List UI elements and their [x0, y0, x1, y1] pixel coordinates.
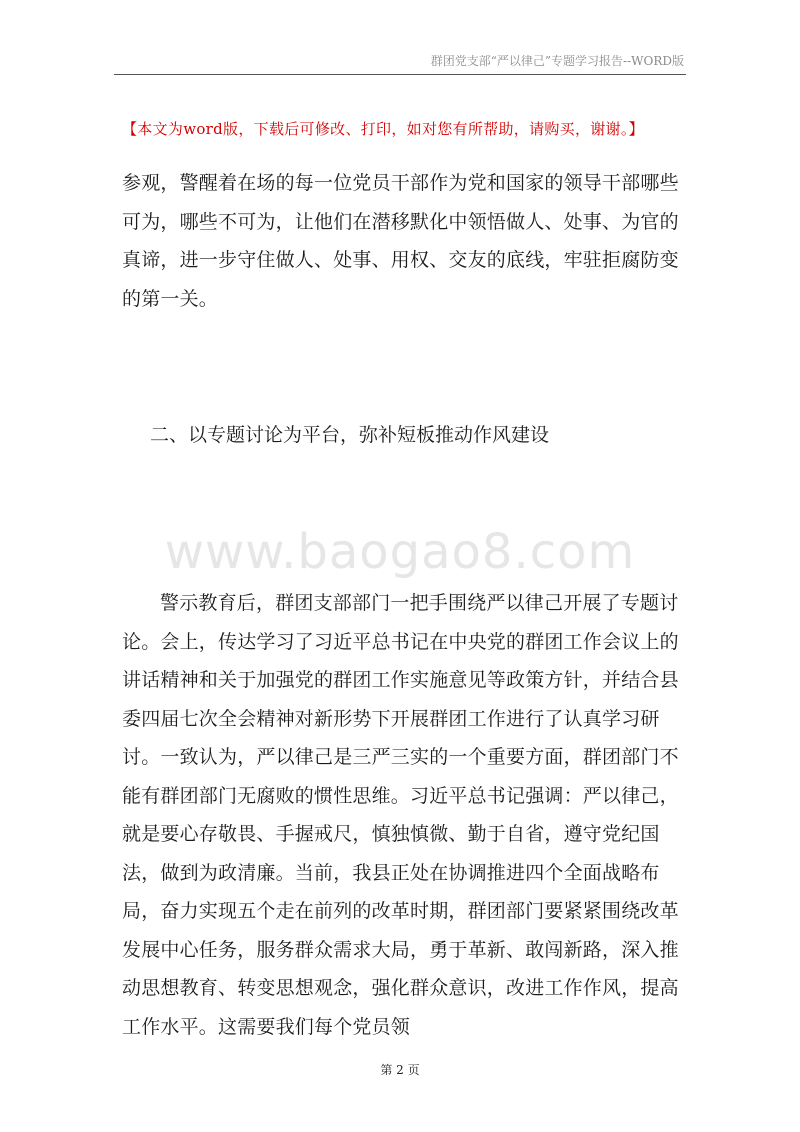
download-notice: 【本文为word版，下载后可修改、打印，如对您有所帮助，请购买，谢谢。】: [122, 120, 644, 138]
watermark-text: www.baogao8.com: [164, 524, 636, 580]
document-header-title: 群团党支部“严以律己”专题学习报告--WORD版: [430, 54, 684, 68]
body-paragraph-2: 警示教育后，群团支部部门一把手围绕严以律己开展了专题讨论。会上，传达学习了习近平总书记在中央党的群团工作会议上的讲话精神和关于加强党的群团工作实施意见等政策方针，并结合县委四届七次全会精神对新形势下开展群团工作进行了认真学习研讨。一致认为，严以律己是三严三实的一个重要方面，群团部门不能有群团部门无腐败的惯性思维。习近平总书记强调：严以律己，就是要心存敬畏、手握戒尺，慎独慎微、勤于自省，遵守党纪国法，做到为政清廉。当前，我县正处在协调推进四个全面战略布局，奋力实现五个走在前列的改革时期，群团部门要紧紧围绕改革发展中心任务，服务群众需求大局，勇于革新、敢闯新路，深入推动思想教育、转变思想观念，强化群众意识，改进工作作风，提高工作水平。这需要我们每个党员领: [122, 592, 679, 1038]
page-number: 第 2 页: [380, 1063, 420, 1077]
section-heading: 二、以专题讨论为平台，弥补短板推动作风建设: [150, 424, 550, 446]
body-paragraph-1: 参观，警醒着在场的每一位党员干部作为党和国家的领导干部哪些可为，哪些不可为，让他们在潜移默化中领悟做人、处事、为官的真谛，进一步守住做人、处事、用权、交友的底线，牢驻拒腐防变的第一关。: [122, 172, 679, 310]
header-divider: [114, 74, 686, 75]
